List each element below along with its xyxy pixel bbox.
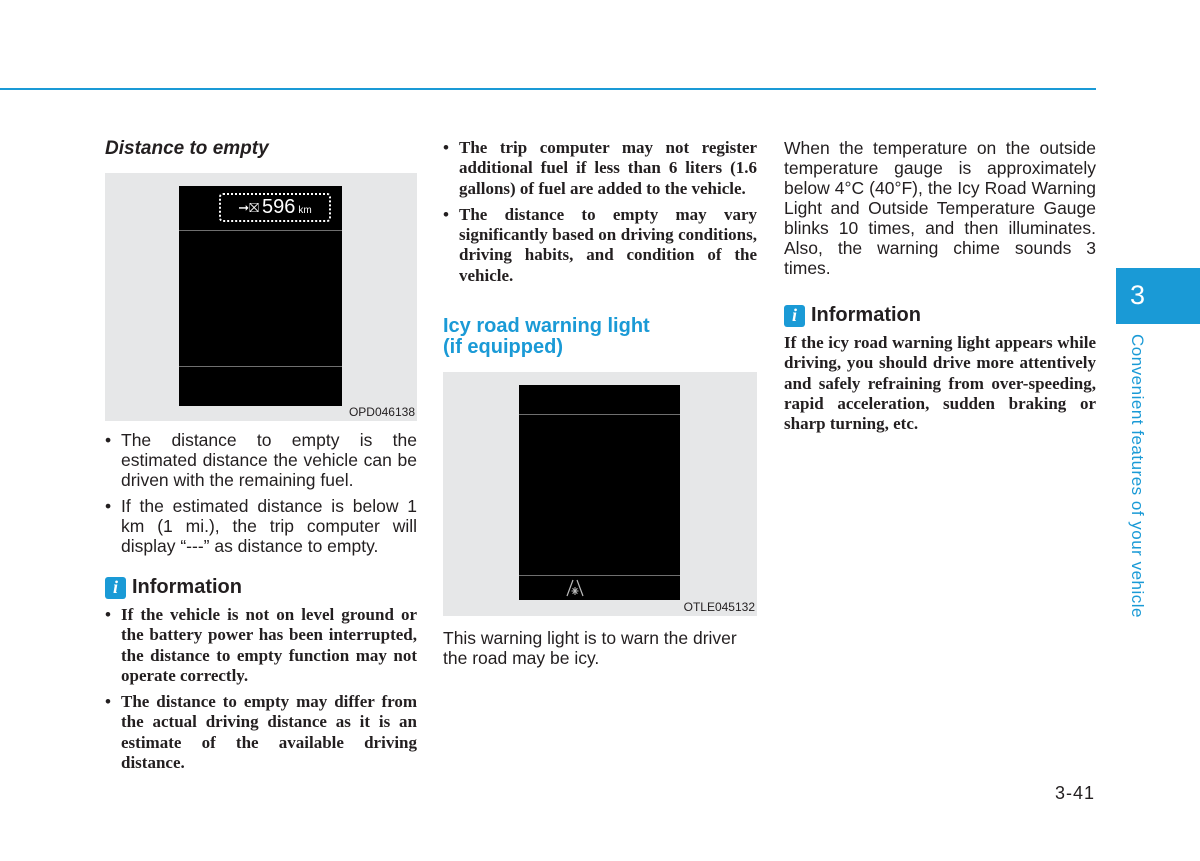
header-rule <box>0 88 1096 90</box>
column-2 <box>443 138 757 668</box>
column-1 <box>105 138 417 779</box>
display-divider-top <box>519 414 680 415</box>
cluster-display <box>179 186 342 406</box>
figure-icy-road-warning <box>443 372 757 616</box>
list-item: • If the vehicle is not on level ground or the battery power has been interrupted, the distance to empty function may not operate correctly. <box>105 605 417 686</box>
info-bullet-list <box>105 605 417 773</box>
info-heading <box>784 304 1096 327</box>
list-item: • If the estimated distance is below 1 km (1 mi.), the trip computer will display “---” as distance to empty. <box>105 496 417 556</box>
page-number: 3-41 <box>1055 783 1096 803</box>
section-title-line-2: (if equipped) <box>443 336 563 359</box>
figure-code: OPD046138 <box>348 405 415 419</box>
icy-road-explanation: When the temperature on the outside temperature gauge is approximately below 4°C (40°F), the Icy Road Warning Light and Outside Temperature Gauge blinks 10 times, and then illuminates. Also, the warning chime sounds 3 times. <box>784 138 1096 278</box>
chapter-tab <box>1116 268 1200 324</box>
list-item: • The distance to empty is the estimated distance the vehicle can be driven with the remaining fuel. <box>105 430 417 490</box>
chapter-title: Convenient features of your vehicle <box>1128 334 1147 618</box>
info-heading-label: Information <box>811 304 921 326</box>
info-heading-label: Information <box>132 576 242 598</box>
list-item: • The trip computer may not register additional fuel if less than 6 liters (1.6 gallons) of fuel are added to the vehicle. <box>443 138 757 199</box>
info-text: If the icy road warning light appears while driving, you should drive more attentively and safely refraining from over-speeding, rapid acceleration, sudden braking or sharp turning, etc. <box>784 333 1096 434</box>
dte-bullet-list <box>105 430 417 556</box>
list-item: • The distance to empty may vary significantly based on driving conditions, driving habits, and condition of the vehicle. <box>443 205 757 286</box>
section-title-line-1: Icy road warning light <box>443 315 650 338</box>
figure-code: OTLE045132 <box>683 600 755 615</box>
info-heading <box>105 576 417 599</box>
dte-unit: km <box>298 204 312 216</box>
list-item: • The distance to empty may differ from the actual driving distance as it is an estimate of the available driving distance. <box>105 692 417 773</box>
display-divider-top <box>179 230 342 231</box>
column-3 <box>784 138 1096 434</box>
display-divider-bottom <box>519 575 680 576</box>
fuel-pump-icon: ➞⛝ <box>238 200 260 215</box>
icy-road-description: This warning light is to warn the driver the road may be icy. <box>443 628 737 669</box>
trip-computer-bullet-list <box>443 138 757 286</box>
chapter-number: 3 <box>1130 280 1146 310</box>
cluster-display <box>519 385 680 600</box>
dte-readout <box>219 193 331 222</box>
info-icon: i <box>105 577 126 599</box>
info-icon: i <box>784 305 805 327</box>
display-divider-bottom <box>179 366 342 367</box>
subheading-distance-to-empty: Distance to empty <box>105 138 269 159</box>
dte-value: 596 <box>262 196 296 218</box>
icy-road-warning-icon <box>564 578 586 598</box>
figure-distance-to-empty <box>105 173 417 421</box>
section-title-icy-road <box>443 316 757 358</box>
